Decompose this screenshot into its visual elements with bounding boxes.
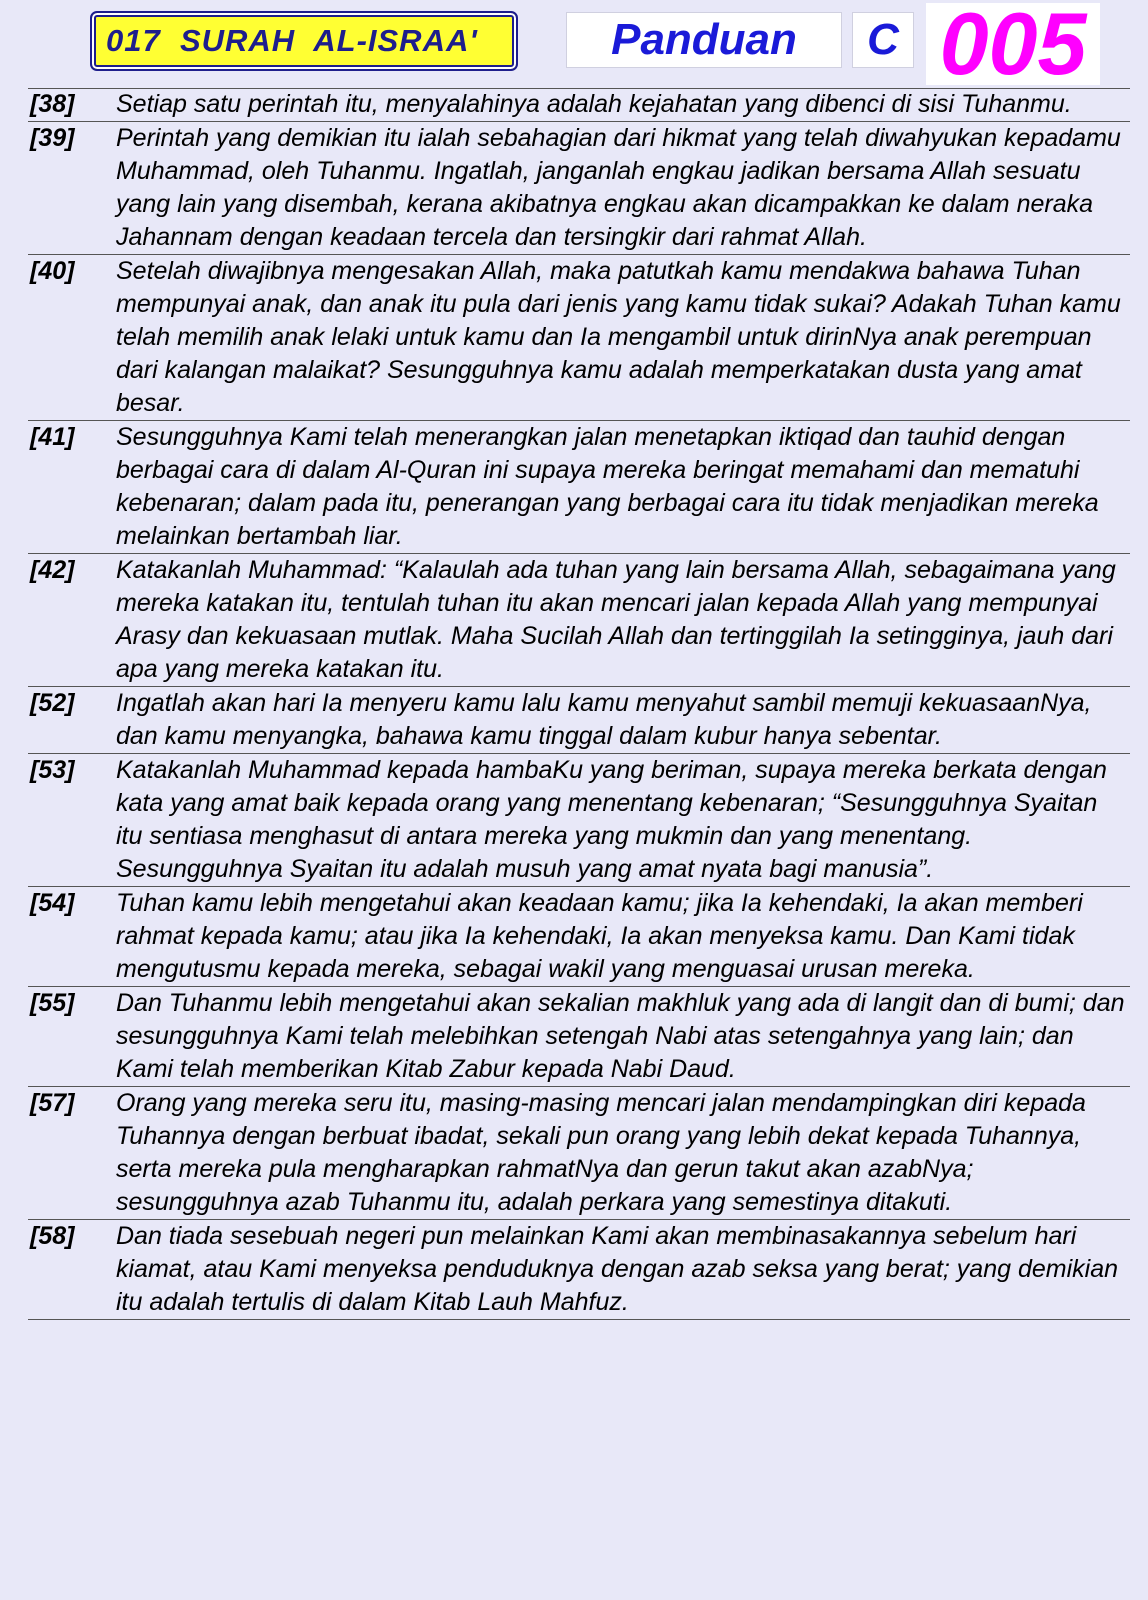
verse-row (28, 255, 1130, 421)
guide-label-box (566, 12, 842, 68)
verse-text: Katakanlah Muhammad: “Kalaulah ada tuhan yang lain bersama Allah, sebagaimana yang mereka katakan itu, tentulah tuhan itu akan mencari jalan kepada Allah yang mempunyai Arasy dan kekuasaan mutlak. Maha Sucilah Allah dan tertinggilah Ia setingginya, jauh dari apa yang mereka katakan itu. (116, 556, 1116, 683)
verse-row (28, 1087, 1130, 1220)
verse-text: Katakanlah Muhammad kepada hambaKu yang beriman, supaya mereka berkata dengan kata yang amat baik kepada orang yang menentang kebenaran; “Sesungguhnya Syaitan itu sentiasa menghasut di antara mereka yang mukmin dan yang menentang. Sesungguhnya Syaitan itu adalah musuh yang amat nyata bagi manusia”. (116, 756, 1107, 883)
verse-number: [57] (30, 1089, 75, 1117)
page-header (0, 0, 1148, 93)
verse-list (28, 88, 1130, 1320)
verse-row (28, 421, 1130, 554)
verse-text: Dan tiada sesebuah negeri pun melainkan Kami akan membinasakannya sebelum hari kiamat, atau Kami menyeksa penduduknya dengan azab seksa yang berat; yang demikian itu adalah tertulis di dalam Kitab Lauh Mahfuz. (116, 1222, 1119, 1316)
verse-row (28, 554, 1130, 687)
verse-text: Setiap satu perintah itu, menyalahinya adalah kejahatan yang dibenci di sisi Tuhanmu. (116, 90, 1072, 118)
verse-text: Orang yang mereka seru itu, masing-masing mencari jalan mendampingkan diri kepada Tuhannya dengan berbuat ibadat, sekali pun orang yang lebih dekat kepada Tuhannya, serta mereka pula mengharapkan rahmatNya dan gerun takut akan azabNya; sesungguhnya azab Tuhanmu itu, adalah perkara yang semestinya ditakuti. (116, 1089, 1086, 1216)
verse-text: Dan Tuhanmu lebih mengetahui akan sekalian makhluk yang ada di langit dan di bumi; dan sesungguhnya Kami telah melebihkan setengah Nabi atas setengahnya yang lain; dan Kami telah memberikan Kitab Zabur kepada Nabi Daud. (116, 989, 1125, 1083)
verse-number: [54] (30, 889, 75, 917)
verse-number: [53] (30, 756, 75, 784)
section-label: C (867, 15, 899, 64)
verse-row (28, 687, 1130, 754)
verse-row (28, 1220, 1130, 1320)
surah-title-box (90, 11, 518, 71)
page-number: 005 (939, 0, 1087, 93)
surah-title: 017 SURAH AL-ISRAA' (106, 23, 478, 58)
section-label-box (852, 12, 914, 68)
verse-number: [38] (30, 90, 75, 118)
verse-number: [55] (30, 989, 75, 1017)
verse-text: Ingatlah akan hari Ia menyeru kamu lalu kamu menyahut sambil memuji kekuasaanNya, dan kamu menyangka, bahawa kamu tinggal dalam kubur hanya sebentar. (116, 689, 1092, 750)
verse-number: [41] (30, 423, 75, 451)
verse-row (28, 754, 1130, 887)
verse-number: [42] (30, 556, 75, 584)
verse-row (28, 88, 1130, 122)
verse-text: Perintah yang demikian itu ialah sebahagian dari hikmat yang telah diwahyukan kepadamu Muhammad, oleh Tuhanmu. Ingatlah, janganlah engkau jadikan bersama Allah sesuatu yang lain yang disembah, kerana akibatnya engkau akan dicampakkan ke dalam neraka Jahannam dengan keadaan tercela dan tersingkir dari rahmat Allah. (116, 124, 1121, 251)
verse-number: [40] (30, 257, 75, 285)
verse-number: [58] (30, 1222, 75, 1250)
verse-row (28, 887, 1130, 987)
verse-number: [52] (30, 689, 75, 717)
verse-row (28, 122, 1130, 255)
guide-label: Panduan (611, 15, 797, 64)
verse-row (28, 987, 1130, 1087)
verse-text: Setelah diwajibnya mengesakan Allah, maka patutkah kamu mendakwa bahawa Tuhan mempunyai anak, dan anak itu pula dari jenis yang kamu tidak sukai? Adakah Tuhan kamu telah memilih anak lelaki untuk kamu dan Ia mengambil untuk dirinNya anak perempuan dari kalangan malaikat? Sesungguhnya kamu adalah memperkatakan dusta yang amat besar. (116, 257, 1121, 417)
verse-text: Sesungguhnya Kami telah menerangkan jalan menetapkan iktiqad dan tauhid dengan berbagai cara di dalam Al-Quran ini supaya mereka beringat memahami dan mematuhi kebenaran; dalam pada itu, penerangan yang berbagai cara itu tidak menjadikan mereka melainkan bertambah liar. (116, 423, 1099, 550)
verse-text: Tuhan kamu lebih mengetahui akan keadaan kamu; jika Ia kehendaki, Ia akan memberi rahmat kepada kamu; atau jika Ia kehendaki, Ia akan menyeksa kamu. Dan Kami tidak mengutusmu kepada mereka, sebagai wakil yang menguasai urusan mereka. (116, 889, 1083, 983)
verse-number: [39] (30, 124, 75, 152)
page-number-box (926, 0, 1100, 93)
